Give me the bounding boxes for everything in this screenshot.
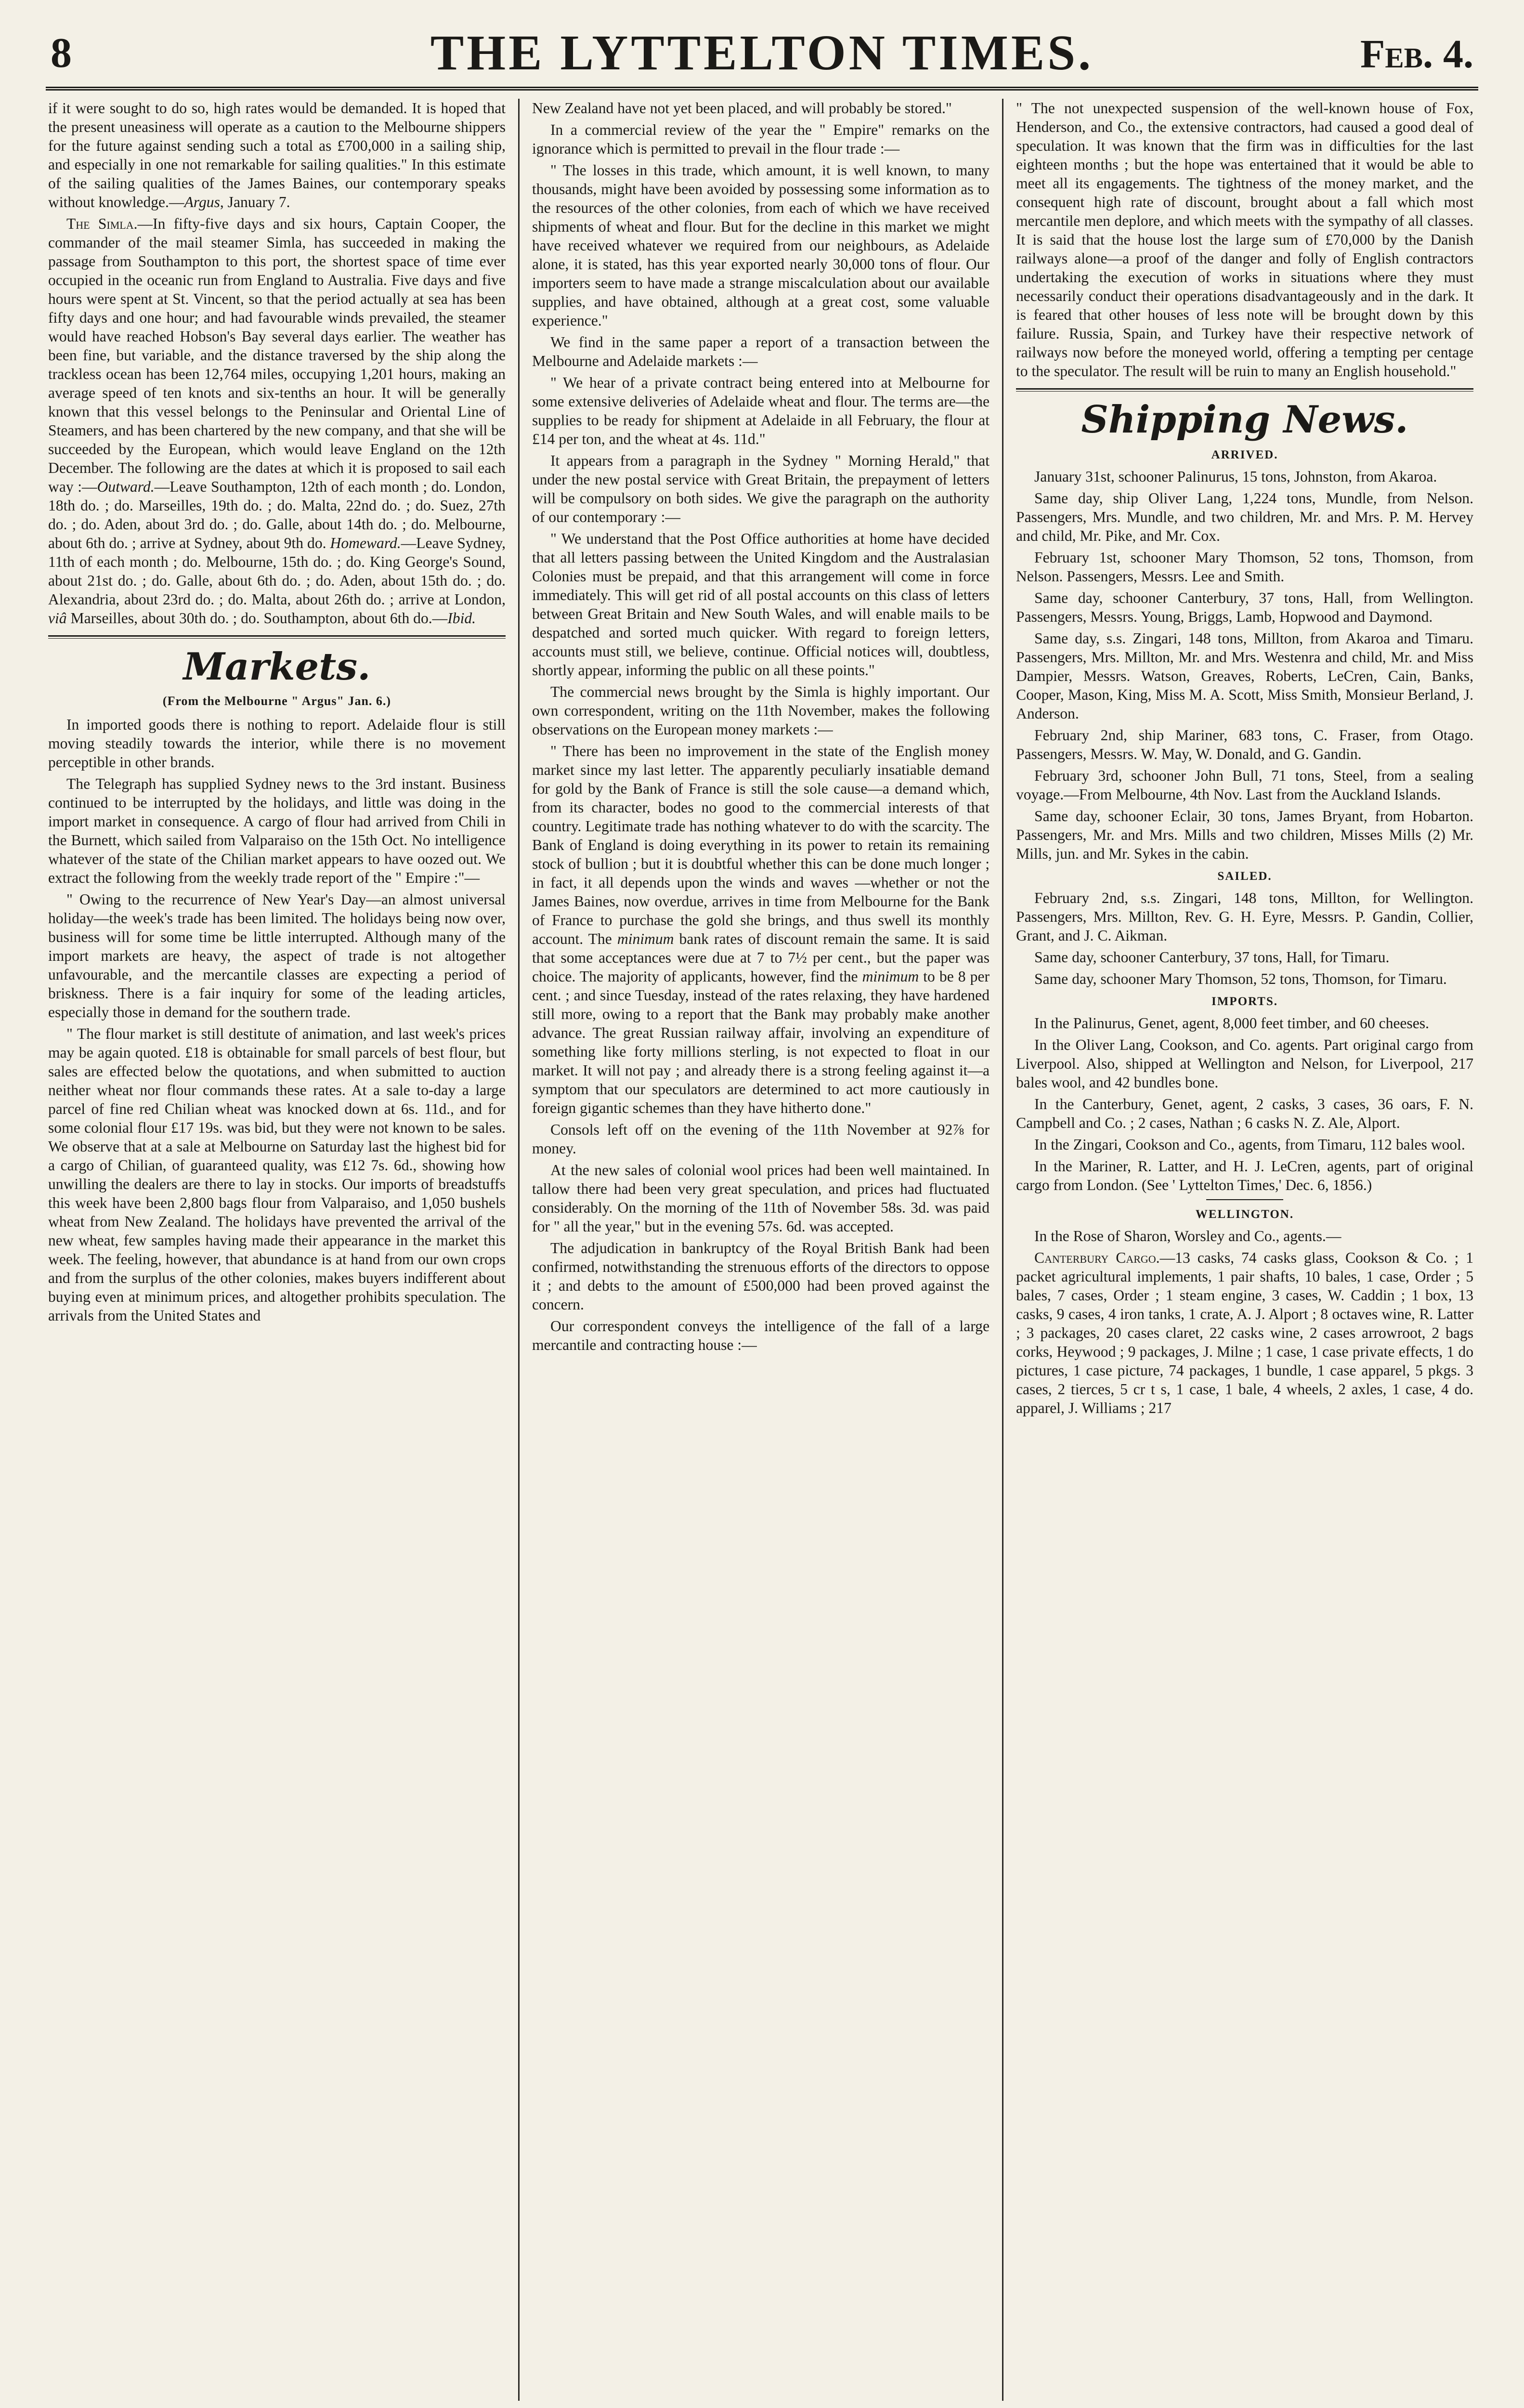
article-paragraph: In a commercial review of the year the " Empire" remarks on the ignorance which is permitted to prevail in the flour trade :— — [532, 121, 990, 157]
article-paragraph: Consols left off on the evening of the 11th November at 92⅞ for money. — [532, 1121, 990, 1157]
article-paragraph: " The flour market is still destitute of animation, and last week's prices may be again quoted. £18 is obtainable for small parcels of best flour, but sales are effected below the quotations, and when submitted to auction neither wheat nor flour commands these rates. At a sale to-day a large parcel of fine red Chilian wheat was knocked down at 6s. 11d., and for some colonial flour £17 19s. was bid, but they were not known to be sales. We observe that at a sale at Melbourne on Saturday last the highest bid for a cargo of Chilian, of guaranteed quality, was £12 7s. 6d., showing how unwilling the dealers are there to lay in stocks. Our imports of breadstuffs this week have been 2,800 bags flour from Valparaiso, and 1,050 bushels wheat from New Zealand. The holidays have prevented the arrival of the new wheat, few samples having made their appearance in the market this week. The feeling, however, that abundance is at hand from our own crops and from the surplus of the other colonies, makes buyers indifferent about buying even at minimum prices, and altogether prohibits speculation. The arrivals from the United States and — [48, 1025, 506, 1324]
section-heading-shipping: Shipping News. — [1081, 398, 1408, 442]
shipping-entry: In the Zingari, Cookson and Co., agents, from Timaru, 112 bales wool. — [1034, 1136, 1465, 1153]
shipping-entry: In the Rose of Sharon, Worsley and Co., agents.— — [1034, 1228, 1342, 1244]
article-simla: The Simla.—In fifty-five days and six hours, Captain Cooper, the commander of the mail steamer Simla, has succeeded in making the passage from Southampton to this port, the shortest space of time ever occupied in the oceanic run from England to Australia. Five days and five hours were spent at St. Vincent, so that the period actually at sea has been fifty days and one hour; and had favourable winds prevailed, the steamer would have reached Hobson's Bay several days earlier. The weather has been fine, but variable, and the distance traversed by the ship along the trackless ocean has been 12,764 miles, occupying 1,201 hours, making an average speed of ten knots and six-tenths an hour. It will be generally known that this vessel belongs to the Peninsular and Oriental Line of Steamers, and has been chartered by the new company, and that she will be succeeded by the European, which would leave England on the 12th December. The following are the dates at which it is proposed to sail each way :—Outward.—Leave Southampton, 12th of each month ; do. London, 18th do. ; do. Marseilles, 19th do. ; do. Malta, 22nd do. ; do. Suez, 27th do. ; do. Aden, about 3rd do. ; do. Galle, about 14th do. ; do. Melbourne, about 6th do. ; arrive at Sydney, about 9th do. Homeward.—Leave Sydney, 11th of each month ; do. Melbourne, 15th do. ; do. King George's Sound, about 21st do. ; do. Galle, about 6th do. ; do. Aden, about 15th do. ; do. Alexandria, about 23rd do. ; do. Malta, about 26th do. ; arrive at London, viâ Marseilles, about 30th do. ; do. Southampton, about 6th do.—Ibid. — [48, 215, 506, 627]
source-citation: Ibid. — [447, 610, 476, 627]
article-paragraph: " We hear of a private contract being entered into at Melbourne for some extensive deliveries of Adelaide wheat and flour. The terms are—the supplies to be ready for shipment at Adelaide in all February, the flour at £14 per ton, and the wheat at 4s. 11d." — [532, 374, 990, 447]
column-2 — [532, 99, 990, 2406]
markets-source: (From the Melbourne " Argus" Jan. 6.) — [162, 694, 391, 708]
column-1 — [48, 99, 506, 2406]
article-headline: The Simla. — [66, 215, 138, 232]
shipping-entry: February 2nd, s.s. Zingari, 148 tons, Millton, for Wellington. Passengers, Mrs. Millton, Rev. G. H. Eyre, Messrs. P. Gandin, Collier, Grant, and J. C. Aikman. — [1016, 890, 1473, 944]
column-3 — [1016, 99, 1473, 2406]
article-paragraph: The adjudication in bankruptcy of the Royal British Bank had been confirmed, notwithstanding the strenuous efforts of the directors to oppose it ; and debts to the amount of £500,000 had been proved against the concern. — [532, 1240, 990, 1313]
shipping-entry: In the Palinurus, Genet, agent, 8,000 feet timber, and 60 cheeses. — [1034, 1015, 1429, 1032]
article-paragraph: " There has been no improvement in the state of the English money market since my last letter. The apparently peculiarly insatiable demand for gold by the Bank of France is still the sole cause—a demand which, from its character, bodes no good to the commercial interests of that country. Legitimate trade has nothing whatever to do with the scarcity. The Bank of England is doing everything in its power to retain its remaining stock of bullion ; but it is doubtful whether this can be done much longer ; in fact, it all depends upon the winds and waves —whether or not the James Baines, now overdue, arrives in time from Melbourne for the Bank of France to purchase the gold she brings, and thus swell its monthly account. The minimum bank rates of discount remain the same. It is said that some acceptances were due at 7 to 7½ per cent., but the paper was choice. The majority of applicants, however, find the minimum to be 8 per cent. ; and since Tuesday, instead of the rates relaxing, they have hardened still more, owing to a report that the Bank may probably make another advance. The great Russian railway affair, involving an expenditure of something like forty millions sterling, is not expected to float in our market. It will not pay ; and already there is a strong feeling against it—a symptom that our speculators are determined to act more cautiously in foreign gigantic schemes than they have hitherto done." — [532, 743, 990, 1116]
article-paragraph: " The losses in this trade, which amount, it is well known, to many thousands, might have been avoided by possessing some information as to the resources of the other colonies, from each of which we have received shipments of wheat and flour. But for the decline in this market we might have received whatever we required from our neighbours, as Adelaide alone, it is stated, has this year exported nearly 30,000 tons of flour. Our importers seem to have made a strange miscalculation about our available supplies, and have obtained, although at a great cost, some valuable experience." — [532, 162, 990, 329]
shipping-entry: In the Oliver Lang, Cookson, and Co. agents. Part original cargo from Liverpool. Also, shipped at Wellington and Nelson, for Liverpool, 217 bales wool, and 42 bundles bone. — [1016, 1036, 1473, 1091]
subsection-arrived: ARRIVED. — [1211, 448, 1278, 461]
column-rule — [518, 99, 520, 2401]
article-paragraph: " The not unexpected suspension of the well-known house of Fox, Henderson, and Co., the extensive contractors, had caused a good deal of speculation. It was known that the firm was in difficulties for the last eighteen months ; but the hope was entertained that it would be able to meet all its engagements. The tightness of the money market, and the consequent high rate of discount, brought about a fall which most mercantile men deplore, and which meets with the sympathy of all classes. It is said that the house lost the large sum of £70,000 by the Danish railways alone—a proof of the danger and folly of English contractors undertaking the execution of works in situations where they must necessarily conduct their operations disadvantageously and in the dark. It is feared that other houses of less note will be brought down by this failure. Russia, Spain, and Turkey have their respective network of railways now before the moneyed world, offering a tempting per centage to the speculator. The result will be ruin to many an English household." — [1016, 100, 1473, 380]
subsection-sailed: SAILED. — [1217, 870, 1272, 883]
short-divider — [1206, 1199, 1283, 1200]
article-paragraph: " Owing to the recurrence of New Year's Day—an almost universal holiday—the week's trade has been limited. The holidays being now over, business will for some time be little interrupted. Although many of the import markets are heavy, the aspect of trade is not altogether unfavourable, and the mercantile classes are expecting a period of briskness. There is a fair inquiry for some of the leading articles, especially those in demand for the southern trade. — [48, 891, 506, 1021]
subsection-imports: IMPORTS. — [1211, 995, 1278, 1008]
article-paragraph: At the new sales of colonial wool prices had been well maintained. In tallow there had been very great speculation, and prices had fluctuated considerably. On the morning of the 11th of November 58s. 3d. was paid for " all the year," but in the evening 57s. 6d. was accepted. — [532, 1162, 990, 1235]
cargo-headline: Canterbury Cargo. — [1034, 1249, 1160, 1266]
column-rule — [1002, 99, 1003, 2401]
article-paragraph: We find in the same paper a report of a transaction between the Melbourne and Adelaide markets :— — [532, 334, 990, 369]
shipping-entry: Same day, schooner Canterbury, 37 tons, Hall, from Wellington. Passengers, Messrs. Young, Briggs, Lamb, Hopwood and Daymond. — [1016, 589, 1473, 625]
shipping-entry: In the Mariner, R. Latter, and H. J. LeCren, agents, part of original cargo from London. (See ' Lyttelton Times,' Dec. 6, 1856.) — [1016, 1158, 1473, 1193]
shipping-entry: Same day, schooner Eclair, 30 tons, James Bryant, from Hobarton. Passengers, Mr. and Mrs. Mills and two children, Misses Mills (2) Mr. Mills, jun. and Mr. Sykes in the cabin. — [1016, 808, 1473, 862]
newspaper-title: THE LYTTELTON TIMES. — [430, 25, 1094, 80]
shipping-entry: Same day, schooner Canterbury, 37 tons, Hall, for Timaru. — [1034, 949, 1390, 966]
shipping-entry: In the Canterbury, Genet, agent, 2 casks, 3 cases, 36 oars, F. N. Campbell and Co. ; 2 cases, Nathan ; 6 casks N. Z. Ale, Alport. — [1016, 1096, 1473, 1131]
article-paragraph: The commercial news brought by the Simla is highly important. Our own correspondent, writing on the 11th November, makes the following observations on the European money markets :— — [532, 683, 990, 738]
homeward-label: Homeward. — [330, 535, 401, 551]
section-heading-markets: Markets. — [183, 645, 371, 689]
shipping-entry: Same day, s.s. Zingari, 148 tons, Millton, from Akaroa and Timaru. Passengers, Mrs. Millton, Mr. and Mrs. Westenra and child, Mr. and Miss Dampier, Messrs. Watson, Greaves, Roberts, LeCren, Cain, Banks, Cooper, Mason, King, Miss M. A. Scott, Miss Smith, Monsieur Berland, J. Anderson. — [1016, 630, 1473, 722]
shipping-entry: February 1st, schooner Mary Thomson, 52 tons, Thomson, from Nelson. Passengers, Messrs. Lee and Smith. — [1016, 549, 1473, 585]
article-paragraph: It appears from a paragraph in the Sydney " Morning Herald," that under the new postal service with Great Britain, the prepayment of letters will be compulsory on both sides. We give the paragraph on the authority of our contemporary :— — [532, 452, 990, 525]
article-paragraph: New Zealand have not yet been placed, and will probably be stored." — [532, 100, 952, 117]
outward-label: Outward. — [97, 478, 155, 495]
shipping-entry: Same day, ship Oliver Lang, 1,224 tons, Mundle, from Nelson. Passengers, Mrs. Mundle, and two children, Mr. and Mrs. P. M. Hervey and child, Mr. Pike, and Mr. Cox. — [1016, 490, 1473, 544]
page-number: 8 — [51, 30, 72, 77]
article-paragraph: " We understand that the Post Office authorities at home have decided that all letters passing between the United Kingdom and the Australasian Colonies must be prepaid, and that this arrangement will come in force immediately. This will get rid of all postal accounts on this class of letters between Great Britain and New South Wales, and will enable mails to be despatched and sorted much quicker. With regard to foreign letters, accounts must still, we believe, continue. Official notices will, doubtless, shortly appear, informing the public on all these points." — [532, 530, 990, 679]
section-divider — [1016, 388, 1473, 392]
shipping-entry: January 31st, schooner Palinurus, 15 tons, Johnston, from Akaroa. — [1034, 468, 1437, 485]
shipping-entry: Canterbury Cargo.—13 casks, 74 casks glass, Cookson & Co. ; 1 packet agricultural implements, 1 pair shafts, 10 bales, 1 case, Order ; 5 bales, 7 cases, Order ; 1 steam engine, 3 cases, W. Caddin ; 1 box, 13 casks, 9 cases, 4 iron tanks, 1 crate, A. J. Alport ; 8 octaves wine, R. Latter ; 3 packages, 20 cases claret, 22 casks wine, 2 cases arrowroot, 2 bags corks, Heywood ; 9 packages, J. Milne ; 1 case, 1 case private effects, 1 do pictures, 1 case picture, 74 packages, 1 bundle, 1 case apparel, 5 pkgs. 3 cases, 2 tierces, 5 cr t s, 1 case, 1 bale, 4 wheels, 2 axles, 1 case, 4 do. apparel, J. Williams ; 217 — [1016, 1249, 1473, 1416]
article-paragraph: In imported goods there is nothing to report. Adelaide flour is still moving steadily towards the interior, while there is no movement perceptible in other brands. — [48, 716, 506, 771]
subsection-wellington: WELLINGTON. — [1195, 1208, 1294, 1221]
shipping-entry: February 2nd, ship Mariner, 683 tons, C. Fraser, from Otago. Passengers, Messrs. W. May, W. Donald, and G. Gandin. — [1016, 727, 1473, 762]
section-divider — [48, 635, 506, 639]
article-paragraph: The Telegraph has supplied Sydney news to the 3rd instant. Business continued to be interrupted by the holidays, and little was doing in the import market in consequence. A cargo of flour had arrived from Chili in the Burnett, which sailed from Valparaiso on the 15th Oct. No intelligence whatever of the state of the Chilian market appears to have oozed out. We extract the following from the weekly trade report of the " Empire :"— — [48, 775, 506, 886]
article-paragraph: if it were sought to do so, high rates would be demanded. It is hoped that the present uneasiness will operate as a caution to the Melbourne shippers for the future against sending such a total as £700,000 in a sailing ship, and especially in one not remarkable for sailing qualities." In this estimate of the sailing qualities of the James Baines, our contemporary speaks without knowledge.—Argus, January 7. — [48, 100, 506, 210]
shipping-entry: February 3rd, schooner John Bull, 71 tons, Steel, from a sealing voyage.—From Melbourne, 4th Nov. Last from the Auckland Islands. — [1016, 767, 1473, 803]
shipping-entry: Same day, schooner Mary Thomson, 52 tons, Thomson, for Timaru. — [1034, 970, 1447, 987]
article-paragraph: Our correspondent conveys the intelligence of the fall of a large mercantile and contracting house :— — [532, 1318, 990, 1353]
masthead — [46, 19, 1478, 91]
source-citation: Argus — [184, 194, 220, 210]
issue-date: Feb. 4. — [1360, 32, 1473, 77]
